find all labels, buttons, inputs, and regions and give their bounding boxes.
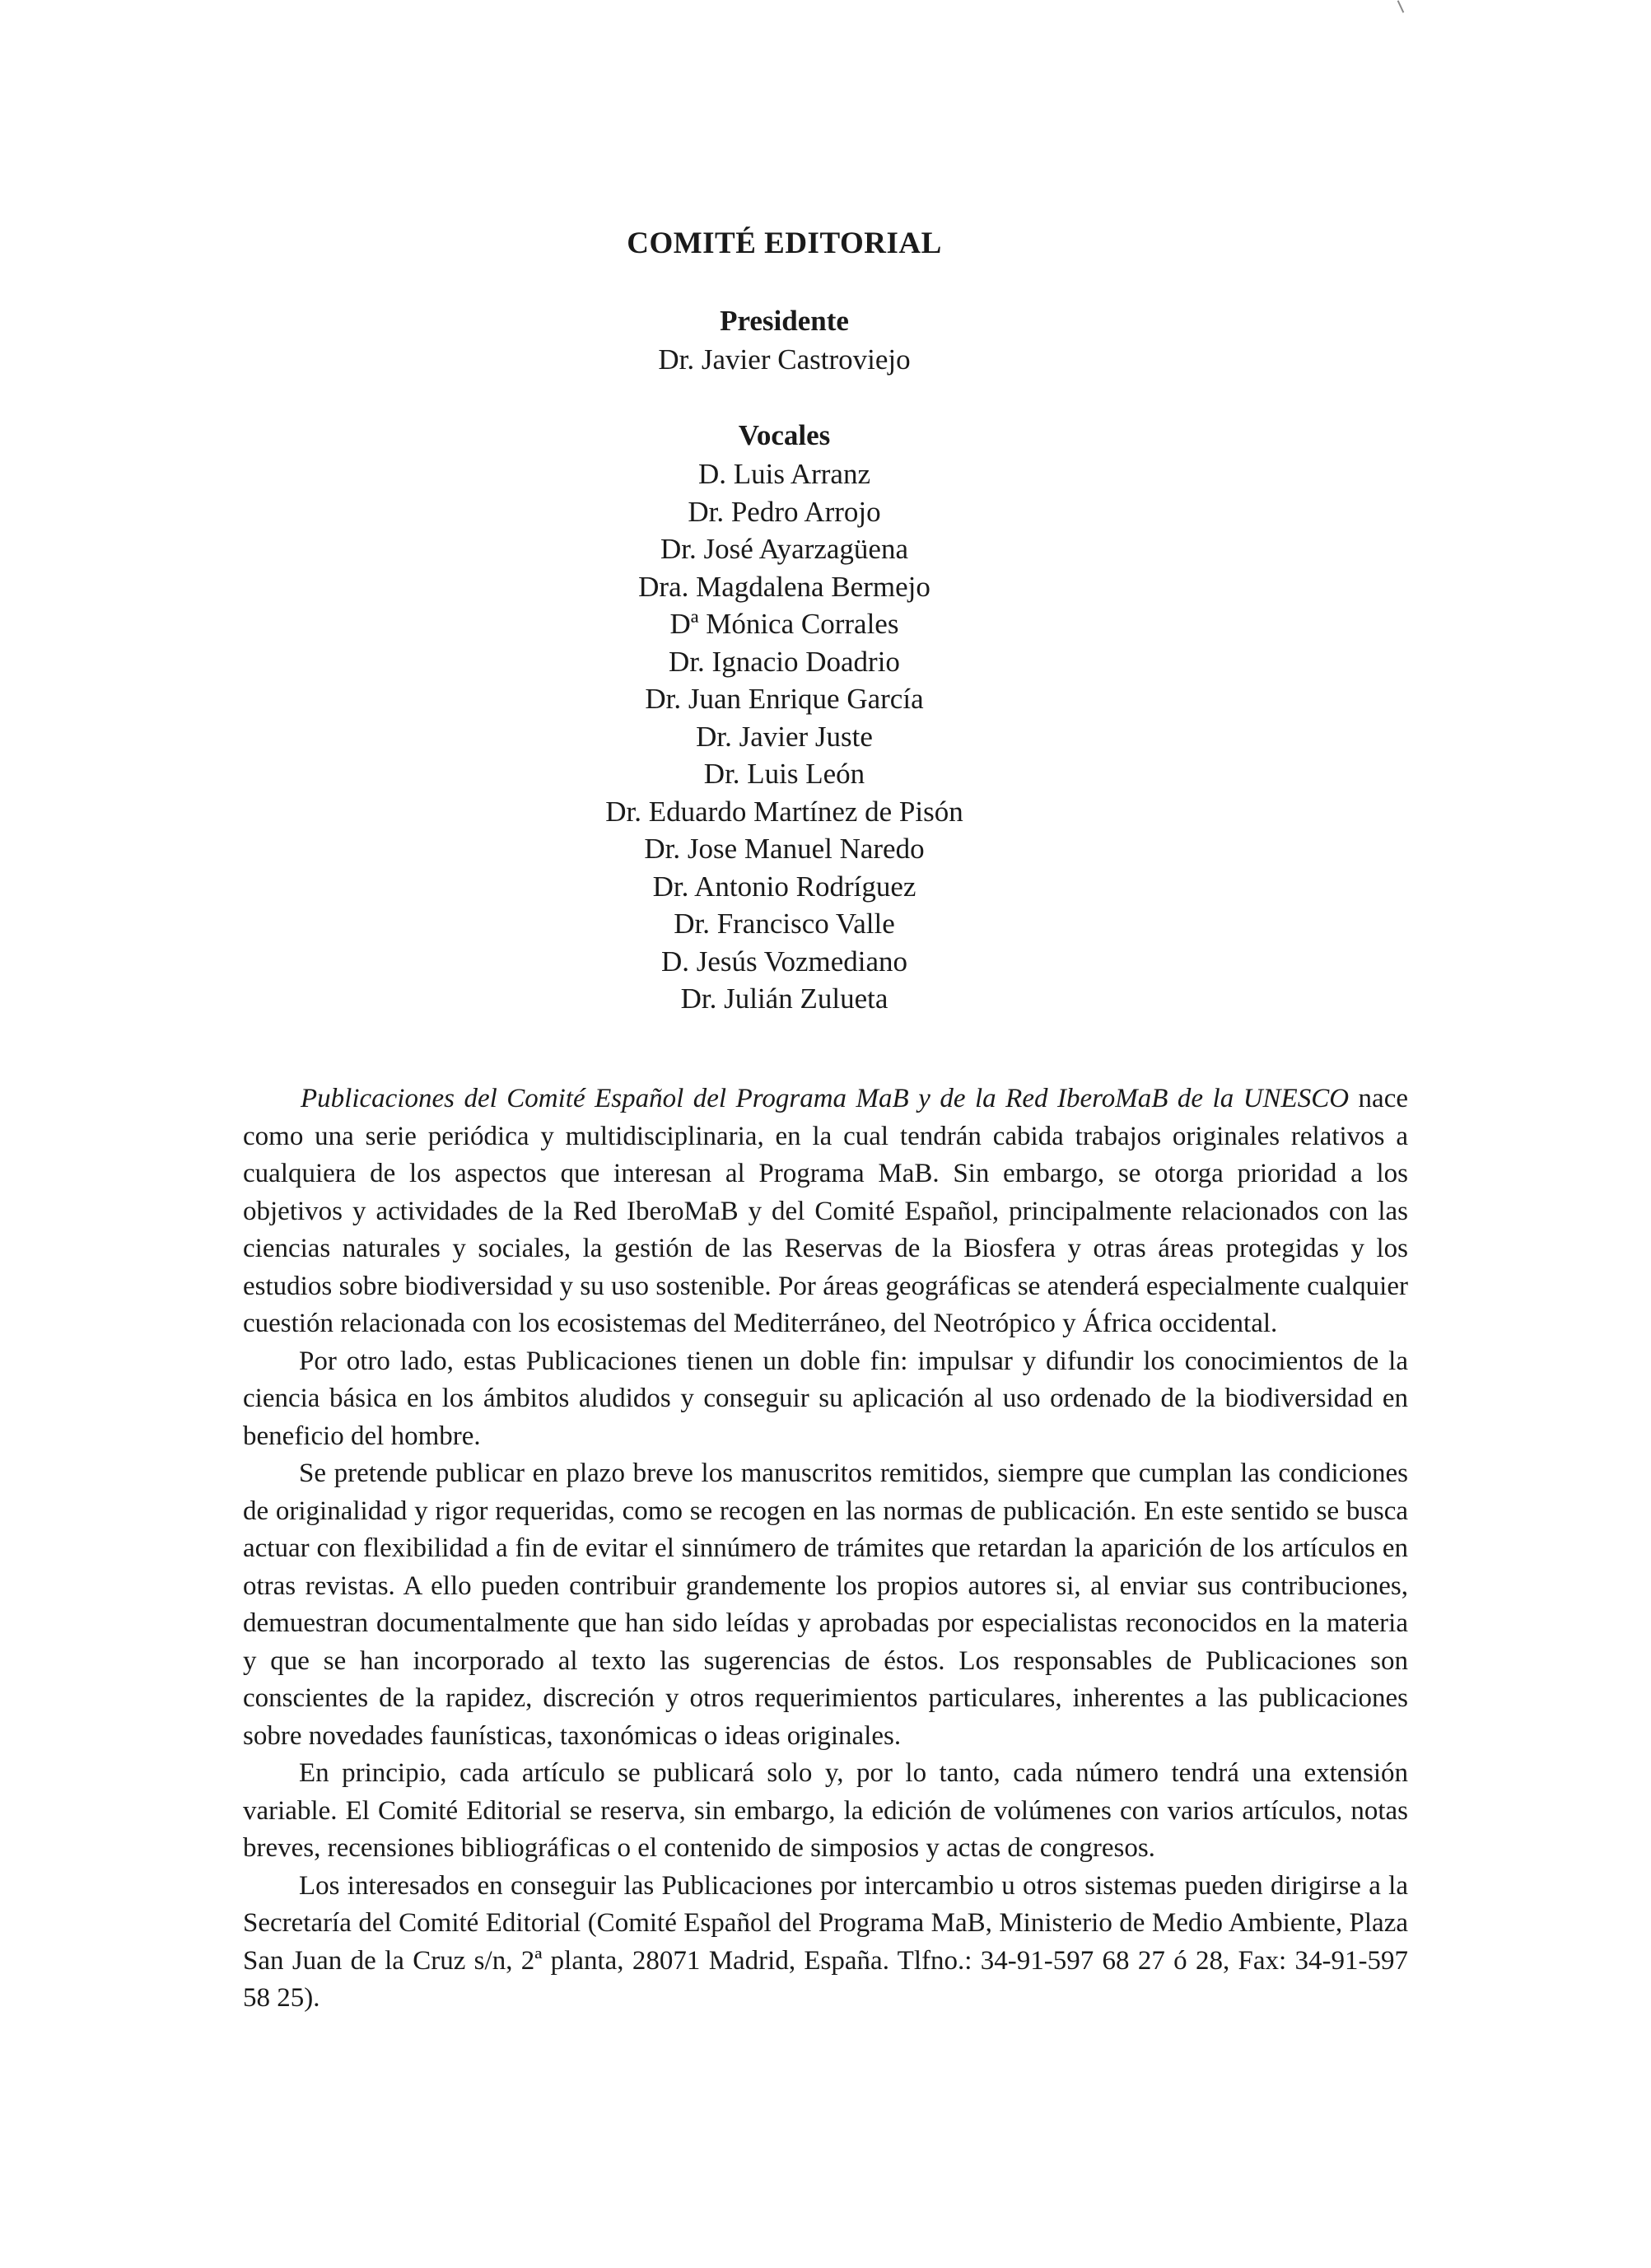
vocal-member: Dr. Antonio Rodríguez bbox=[652, 870, 916, 903]
vocal-member: D. Luis Arranz bbox=[698, 458, 870, 490]
publication-name: Publicaciones del Comité Español del Programa MaB y de la Red IberoMaB de la UNESCO bbox=[301, 1084, 1350, 1113]
paragraph-contact: Los interesados en conseguir las Publicaciones por intercambio u otros sistemas pueden dirigirse a la Secretaría del Comité Editorial (Comité Español del Programa MaB, Ministerio de Medio Ambiente, Plaza San Juan de la Cruz s/n, 2ª planta, 28071 Madrid, España. Tlfno.: 34-91-597 68 27 ó 28, Fax: 34-91-597 58 25). bbox=[243, 1870, 1408, 2013]
president-role: Presidente bbox=[720, 305, 849, 337]
vocal-member: Dra. Magdalena Bermejo bbox=[638, 570, 930, 603]
vocal-member: Dr. Julián Zulueta bbox=[680, 982, 888, 1015]
vocales-section bbox=[0, 416, 1610, 1018]
paragraph-intro-text: nace como una serie periódica y multidisciplinaria, en la cual tendrán cabida trabajos originales relativos a cualquiera de los aspectos que interesan al Programa MaB. Sin embargo, se otorga prioridad a los objetivos y actividades de la Red IberoMaB y del Comité Español, principalmente relacionados con las ciencias naturales y sociales, la gestión de las Reservas de la Biosfera y otras áreas protegidas y los estudios sobre biodiversidad y su uso sostenible. Por áreas geográficas se atenderá especialmente cualquier cuestión relacionada con los ecosistemas del Mediterráneo, del Neotrópico y África occidental. bbox=[243, 1084, 1408, 1338]
vocal-member: Dr. Pedro Arrojo bbox=[688, 495, 881, 528]
vocal-member: Dr. Ignacio Doadrio bbox=[669, 645, 900, 678]
vocal-member: Dr. José Ayarzagüena bbox=[660, 533, 908, 565]
vocal-member: Dr. Juan Enrique García bbox=[645, 683, 924, 715]
page-title: COMITÉ EDITORIAL bbox=[627, 226, 942, 260]
vocal-member: Dr. Eduardo Martínez de Pisón bbox=[605, 795, 963, 828]
paragraph-review: Se pretende publicar en plazo breve los manuscritos remitidos, siempre que cumplan las condiciones de originalidad y rigor requeridas, como se recogen en las normas de publicación. En este sentido se busca actuar con flexibilidad a fin de evitar el sinnúmero de trámites que retardan la aparición de los artículos en otras revistas. A ello pueden contribuir grandemente los propios autores si, al enviar sus contribuciones, demuestran documentalmente que han sido leídas y aprobadas por especialistas reconocidos en la materia y que se han incorporado al texto las sugerencias de éstos. Los responsables de Publicaciones son conscientes de la rapidez, discreción y otros requerimientos particulares, inherentes a las publicaciones sobre novedades faunísticas, taxonómicas o ideas originales. bbox=[243, 1458, 1408, 1751]
vocal-member: Dr. Luis León bbox=[703, 758, 865, 790]
vocal-member: Dª Mónica Corrales bbox=[669, 608, 899, 640]
vocal-member: Dr. Javier Juste bbox=[696, 720, 873, 753]
vocal-member: Dr. Jose Manuel Naredo bbox=[644, 833, 925, 865]
paragraph-intro bbox=[243, 1080, 1408, 1343]
paragraph-aims: Por otro lado, estas Publicaciones tienen un doble fin: impulsar y difundir los conocimientos de la ciencia básica en los ámbitos aludidos y conseguir su aplicación al uso ordenado de la biodiversidad en beneficio del hombre. bbox=[243, 1346, 1408, 1451]
scan-mark bbox=[1397, 0, 1405, 12]
vocal-member: Dr. Francisco Valle bbox=[674, 908, 895, 940]
president-section bbox=[0, 301, 1610, 379]
vocales-role: Vocales bbox=[738, 419, 831, 451]
vocal-member: D. Jesús Vozmediano bbox=[660, 945, 908, 978]
body-text bbox=[243, 1080, 1408, 2018]
paragraph-format: En principio, cada artículo se publicará solo y, por lo tanto, cada número tendrá una extensión variable. El Comité Editorial se reserva, sin embargo, la edición de volúmenes con varios artículos, notas breves, recensiones bibliográficas o el contenido de simposios y actas de congresos. bbox=[243, 1758, 1408, 1863]
president-name: Dr. Javier Castroviejo bbox=[658, 343, 911, 376]
